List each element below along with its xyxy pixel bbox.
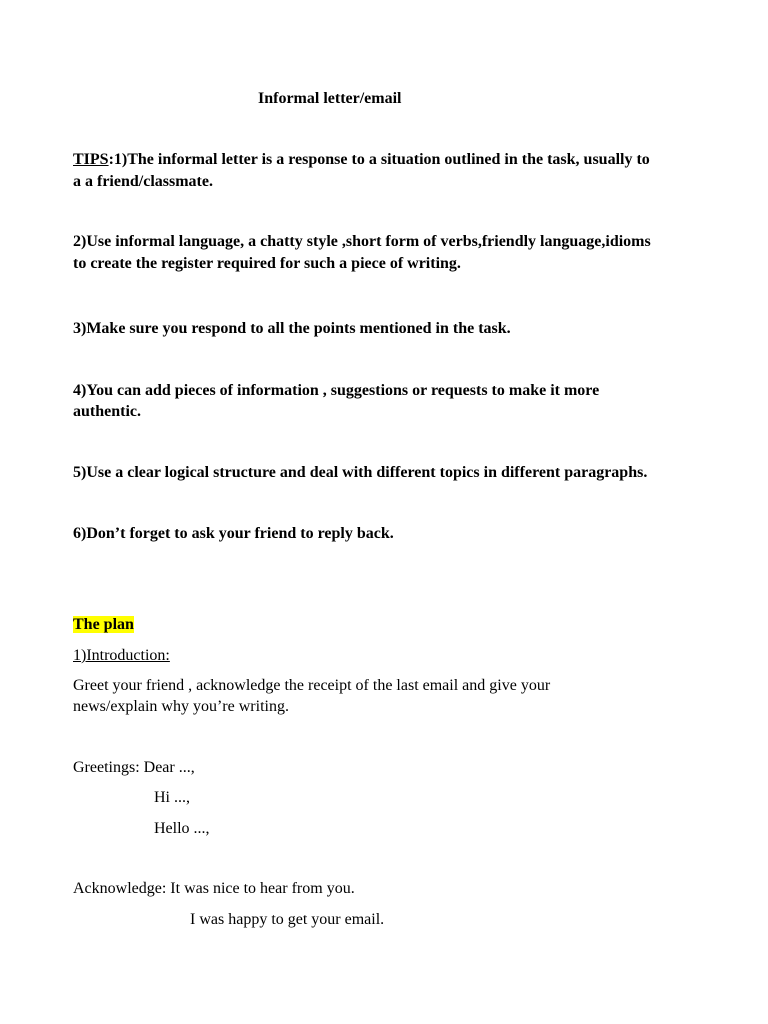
acknowledge-line: Acknowledge: It was nice to hear from you.: [73, 880, 355, 897]
document-title: Informal letter/email: [258, 90, 402, 107]
tip-1-text: :1)The informal letter is a response to a situation outlined in the task, usually to: [108, 151, 650, 168]
tip-5-line-1: 5)Use a clear logical structure and deal with different topics in different paragraphs.: [73, 464, 648, 481]
greetings-line: Greetings: Dear ...,: [73, 759, 195, 776]
tip-4-line-2: authentic.: [73, 403, 141, 420]
tip-2-line-2: to create the register required for such a piece of writing.: [73, 255, 461, 272]
tip-4-line-1: 4)You can add pieces of information , suggestions or requests to make it more: [73, 382, 600, 399]
introduction-text-line-1: Greet your friend , acknowledge the receipt of the last email and give your: [73, 677, 551, 694]
introduction-heading: 1)Introduction:: [73, 647, 170, 664]
plan-heading-text: The plan: [73, 616, 134, 633]
acknowledge-alt: I was happy to get your email.: [190, 911, 385, 928]
tip-3-line-1: 3)Make sure you respond to all the points mentioned in the task.: [73, 320, 511, 337]
tip-1-line-2: a a friend/classmate.: [73, 173, 213, 190]
introduction-text-line-2: news/explain why you’re writing.: [73, 698, 289, 715]
tip-6-line-1: 6)Don’t forget to ask your friend to reply back.: [73, 525, 394, 542]
tip-1-line-1: [73, 149, 650, 170]
plan-heading: [73, 614, 134, 635]
greetings-hello: Hello ...,: [154, 820, 210, 837]
tips-label: TIPS: [73, 151, 109, 168]
greetings-hi: Hi ...,: [154, 789, 190, 806]
tip-2-line-1: 2)Use informal language, a chatty style ,short form of verbs,friendly language,idioms: [73, 233, 651, 250]
